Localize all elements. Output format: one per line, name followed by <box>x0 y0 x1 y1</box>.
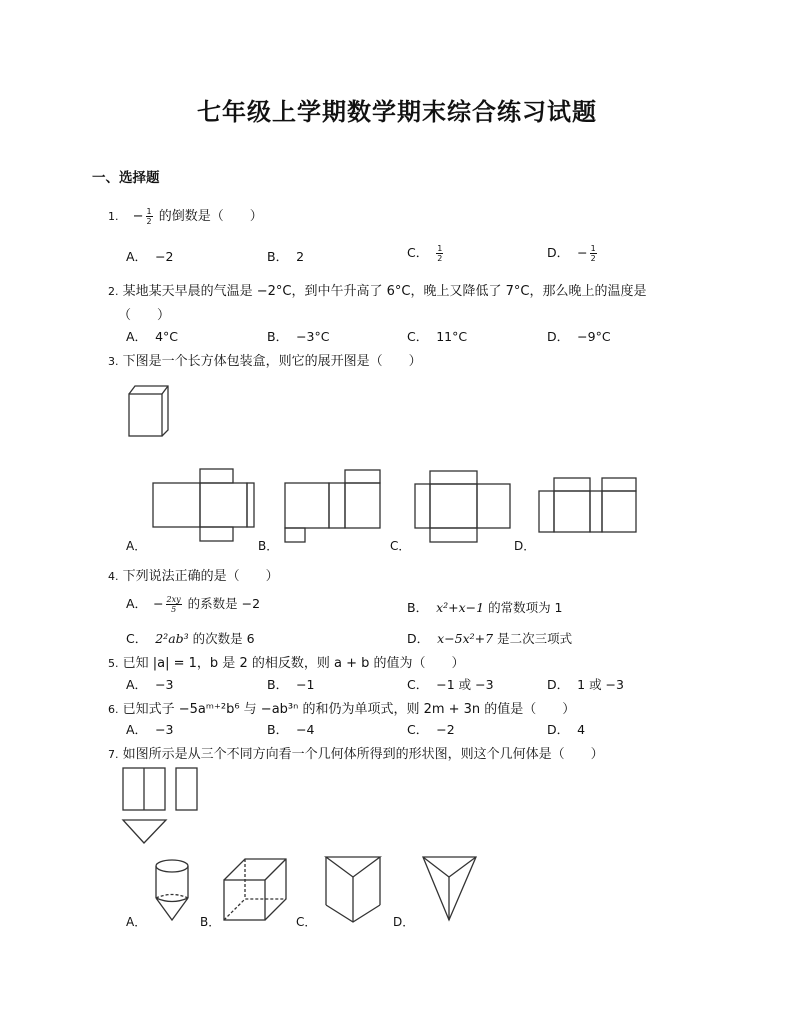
question-number: 1. <box>108 210 119 223</box>
option-c[interactable]: C． $\frac{1}{2}$ <box>407 244 443 263</box>
answer-blank: （ ） <box>118 308 171 323</box>
triangular-prism-solid <box>326 857 380 922</box>
question-number: 6. <box>108 703 119 716</box>
page-title: 七年级上学期数学期末综合练习试题 <box>197 98 597 126</box>
question-number: 4. <box>108 570 119 583</box>
question-text: 已知式子 −5aᵐ⁺²b⁶ 与 −ab³ⁿ 的和仍为单项式，则 2m + 3n 的值是（ ） <box>122 702 576 717</box>
section-heading: 一、选择题 <box>92 170 160 186</box>
option-c[interactable]: C． −2 <box>407 722 455 737</box>
option-b[interactable]: B． <box>258 539 279 553</box>
option-b[interactable]: B． −3°C <box>267 329 330 344</box>
question-number: 3. <box>108 355 119 368</box>
option-c[interactable]: C． 11°C <box>407 329 468 344</box>
option-a[interactable]: A． <box>126 539 147 553</box>
question-text: 下列说法正确的是（ ） <box>122 569 279 584</box>
option-d[interactable]: D． −9°C <box>547 329 611 344</box>
option-d[interactable]: D． − $\frac{1}{2}$ <box>547 244 596 263</box>
question-text: 如图所示是从三个不同方向看一个几何体所得到的形状图，则这个几何体是（ ） <box>122 747 604 762</box>
cube-solid <box>224 859 286 920</box>
minus-sign: − <box>132 209 144 224</box>
option-a[interactable]: A． −3 <box>126 722 174 737</box>
question-text: 下图是一个长方体包装盒，则它的展开图是（ ） <box>122 354 422 369</box>
question-number: 7. <box>108 748 119 761</box>
option-b[interactable]: B． −4 <box>267 722 315 737</box>
option-c[interactable]: C． 2²ab³ 的次数是 6 <box>126 631 255 646</box>
option-d[interactable]: D． <box>514 539 536 553</box>
option-b[interactable]: B． <box>200 915 221 929</box>
cylinder-cone-solid <box>156 860 188 920</box>
option-a[interactable]: A． − $\frac{2xy}{5}$ 的系数是 −2 <box>126 595 261 614</box>
option-b[interactable]: B． −1 <box>267 677 315 692</box>
question-text: 的倒数是（ ） <box>158 209 263 224</box>
option-a[interactable]: A． 4°C <box>126 329 178 344</box>
option-c[interactable]: C． −1 或 −3 <box>407 677 494 692</box>
question-text: 已知 |a| = 1，b 是 2 的相反数，则 a + b 的值为（ ） <box>122 656 465 671</box>
option-b[interactable]: B． 2 <box>267 249 305 264</box>
question-number: 5. <box>108 657 119 670</box>
option-a[interactable]: A． −3 <box>126 677 174 692</box>
fraction: $\frac{1}{2}$ <box>146 207 152 226</box>
option-a[interactable]: A． −2 <box>126 249 174 264</box>
question-number: 2. <box>108 285 119 298</box>
option-d[interactable]: D． 1 或 −3 <box>547 677 624 692</box>
option-d[interactable]: D． x−5x²+7 是二次三项式 <box>407 631 573 646</box>
question-text: 某地某天早晨的气温是 −2°C，到中午升高了 6°C，晚上又降低了 7°C，那么晚上的温度是 <box>122 284 647 299</box>
option-c[interactable]: C． <box>390 539 411 553</box>
triangular-pyramid-solid <box>423 857 476 920</box>
option-d[interactable]: D． 4 <box>547 722 586 737</box>
option-a[interactable]: A． <box>126 915 147 929</box>
option-d[interactable]: D． <box>393 915 415 929</box>
option-b[interactable]: B． x²+x−1 的常数项为 1 <box>407 600 563 615</box>
option-c[interactable]: C． <box>296 915 317 929</box>
